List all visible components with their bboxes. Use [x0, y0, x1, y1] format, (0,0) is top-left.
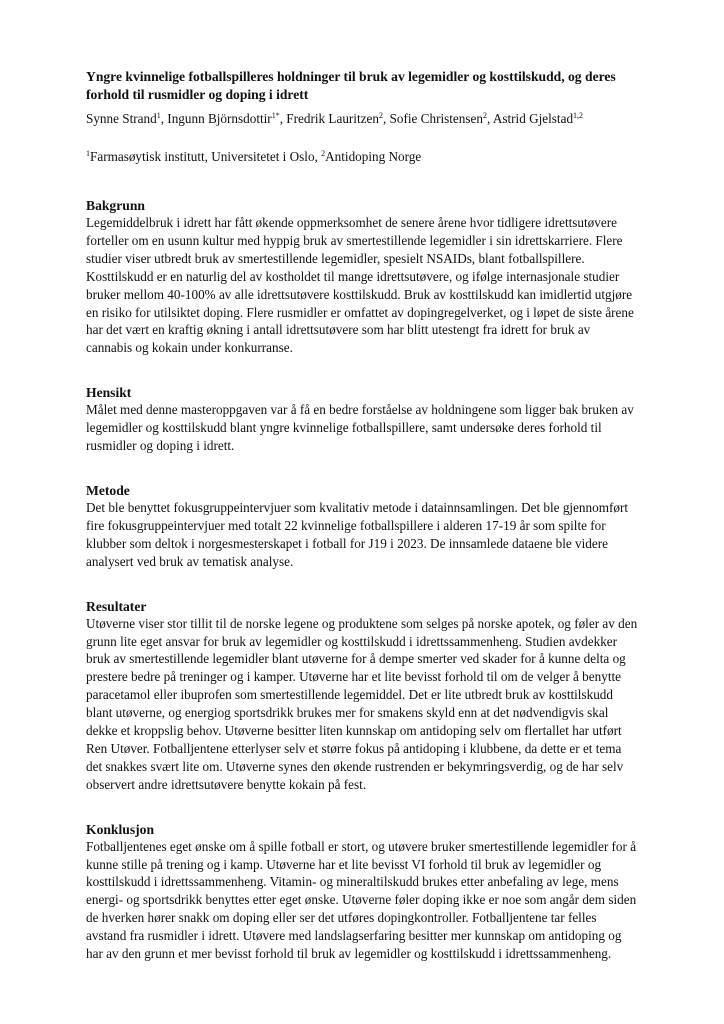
- section-text: Målet med denne masteroppgaven var å få en bedre forståelse av holdningene som ligger bak bruken av legemidler og kosttilskudd blant yngre kvinnelige fotballspillere, samt undersøke deres forhold til rusmidler og doping i idrett.: [86, 402, 634, 454]
- affiliation: $^2$Antidoping Norge: [321, 149, 422, 164]
- section-text: Legemiddelbruk i idrett har fått økende oppmerksomhet de senere årene hvor tidligere idrettsutøvere forteller om en usunn kultur med hyppig bruk av smertestillende legemidler i sin idrettskarriere. Flere studier viser utbredt bruk av smertestillende legemidler, spesielt NSAIDs, blant fotballspillere. Kosttilskudd er en naturlig del av kostholdet til mange idrettsutøvere, og ifølge internasjonale studier bruker mellom 40-100% av alle idrettsutøvere kosttilskudd. Bruk av kosttilskudd kan imidlertid utgjøre en risiko for utilsiktet doping. Flere rusmidler er omfattet av dopingregelverket, og i løpet de siste årene har det vært en kraftig økning i antall idrettsutøvere som har blitt utestengt fra idrett for bruk av cannabis og kokain under konkurranse.: [86, 215, 634, 356]
- author-affiliation-mark: 2: [482, 111, 487, 120]
- affiliation-mark: 2: [321, 149, 326, 158]
- section-heading: Konklusjon: [86, 821, 155, 837]
- section-conclusion: [86, 821, 638, 963]
- author: Synne Strand$^1$,: [86, 111, 168, 126]
- section-heading: Hensikt: [86, 385, 132, 401]
- section-heading: Resultater: [86, 598, 147, 614]
- affiliation-mark: 1: [86, 149, 90, 158]
- section-text: Utøverne viser stor tillit til de norske legene og produktene som selges på norske apotek, og føler av den grunn lite eget ansvar for bruk av legemidler og kosttilskudd i idrettssammenheng. Studien avdekker bruk av smertestillende legemidler blant utøverne for å dempe smerter ved skader for å kunne delta og prestere bedre på treninger og i kamper. Utøverne har et lite bevisst forhold til om de velger å benytte paracetamol eller ibuprofen som smertestillende legemiddel. Det er lite utbredt bruk av kosttilskudd blant utøverne, og energiog sportsdrikk brukes mer for smakens skyld enn at det nødvendigvis skal dekke et kroppslig behov. Utøverne besitter liten kunnskap om antidoping selv om flertallet har utført Ren Utøver. Fotballjentene etterlyser selv et større fokus på antidoping i klubbene, da dette er et tema det snakkes svært lite om. Utøverne synes den økende rustrenden er bekymringsverdig, og de har selv observert andre idrettsutøvere benytte kokain på fest.: [86, 615, 638, 792]
- section-text: Det ble benyttet fokusgruppeintervjuer som kvalitativ metode i datainnsamlingen. Det ble gjennomført fire fokusgruppeintervjuer med totalt 22 kvinnelige fotballspillere i alderen 17-19 år som spilte for klubber som deltok i norgesmesterskapet i fotball for J19 i 2023. De innsamlede dataene ble videre analysert ved bruk av tematisk analyse.: [86, 499, 629, 569]
- affiliation: $^1$Farmasøytisk institutt, Universitetet i Oslo,: [86, 149, 322, 164]
- abstract-page: [86, 68, 638, 963]
- section-purpose: [86, 384, 638, 455]
- section-method: [86, 482, 638, 571]
- affiliation-list: [86, 148, 638, 166]
- author-affiliation-mark: 1,2: [573, 111, 584, 120]
- section-results: [86, 598, 638, 794]
- section-background: [86, 197, 638, 357]
- author-affiliation-mark: 2: [378, 111, 383, 120]
- author: Fredrik Lauritzen$^2$,: [286, 111, 390, 126]
- author-list: [86, 110, 638, 128]
- author-affiliation-mark: 1: [156, 111, 161, 120]
- author: Sofie Christensen$^2$,: [389, 111, 493, 126]
- author: Astrid Gjelstad$^{1,2}$: [492, 111, 584, 126]
- author: Ingunn Björnsdottir$^{1*}$,: [167, 111, 287, 126]
- section-heading: Bakgrunn: [86, 198, 145, 213]
- paper-title: Yngre kvinnelige fotballspilleres holdninger til bruk av legemidler og kosttilskudd, og deres forhold til rusmidler og doping i idrett: [86, 69, 616, 102]
- author-affiliation-mark: 1*: [271, 111, 280, 120]
- section-heading: Metode: [86, 482, 130, 498]
- section-text: Fotballjentenes eget ønske om å spille fotball er stort, og utøvere bruker smertestillende legemidler for å kunne stille på trening og i kamp. Utøverne har et lite bevisst VI forhold til bruk av legemidler og kosttilskudd i idrettssammenheng. Vitamin- og mineraltilskudd brukes etter anbefaling av lege, mens energi- og sportsdrikk benyttes etter eget ønske. Utøverne føler doping ikke er noe som angår dem siden de hverken hører snakk om doping eller ser det utføres dopingkontroller. Fotballjentene tar felles avstand fra rusmidler i idrett. Utøvere med landslagserfaring besitter mer kunnskap om antidoping og har av den grunn et mer bevisst forhold til bruk av legemidler og kosttilskudd i idrettssammenheng.: [86, 838, 637, 962]
